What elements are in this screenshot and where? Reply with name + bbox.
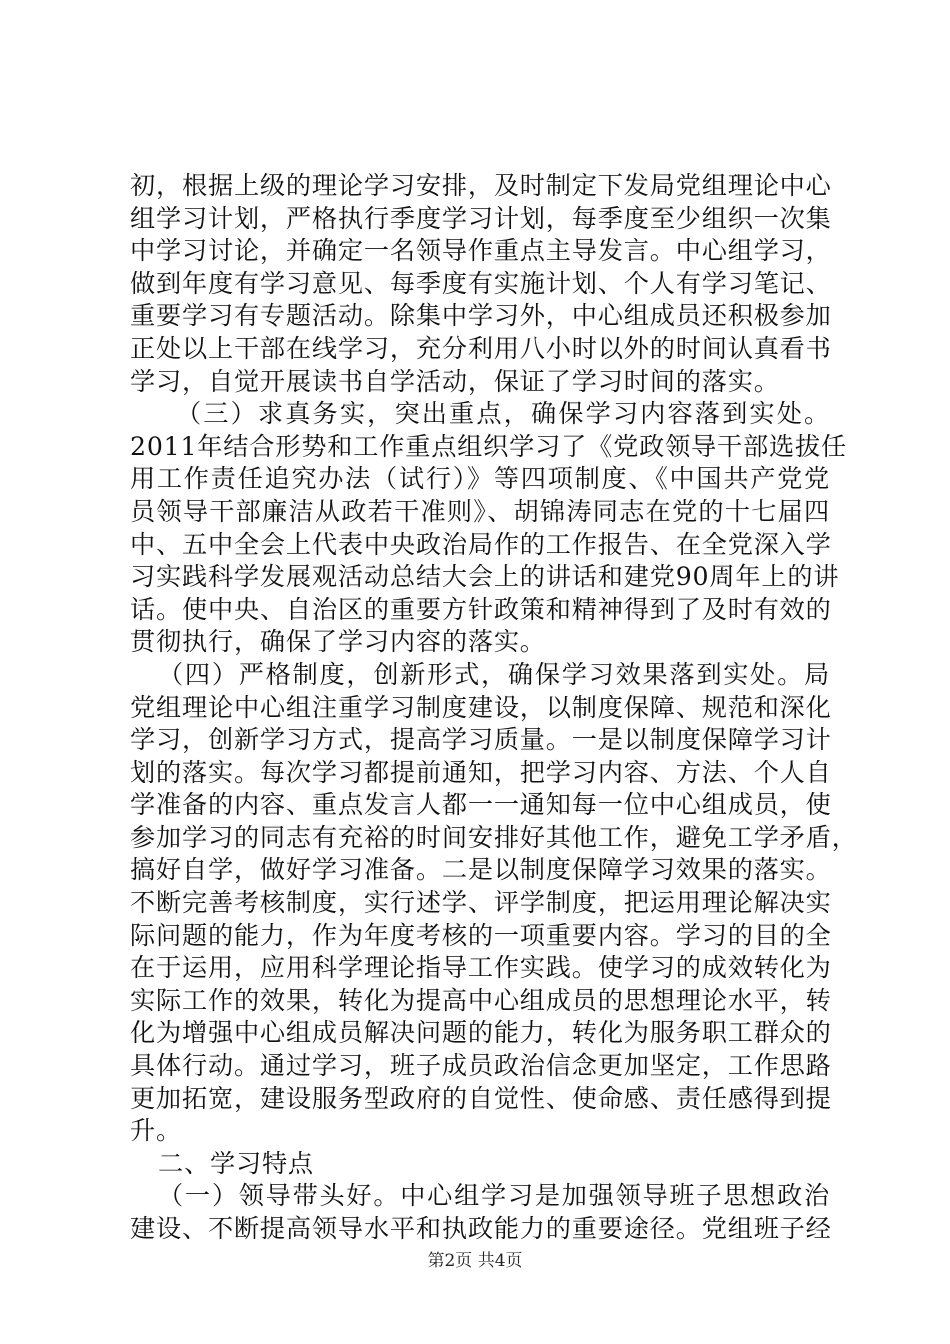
text-line: 2011年结合形势和工作重点组织学习了《党政领导干部选拔任 bbox=[130, 431, 847, 461]
text-line: 学习，创新学习方式，提高学习质量。一是以制度保障学习计 bbox=[130, 725, 832, 755]
text-line: 正处以上干部在线学习，充分利用八小时以外的时间认真看书 bbox=[130, 333, 832, 363]
text-line: 更加拓宽，建设服务型政府的自觉性、使命感、责任感得到提 bbox=[130, 1083, 832, 1113]
text-line: 中学习讨论，并确定一名领导作重点主导发言。中心组学习， bbox=[130, 236, 832, 266]
text-line: 做到年度有学习意见、每季度有实施计划、个人有学习笔记、 bbox=[130, 268, 832, 298]
text-line: 升。 bbox=[130, 1116, 182, 1146]
text-line: 搞好自学，做好学习准备。二是以制度保障学习效果的落实。 bbox=[130, 855, 832, 885]
text-line: 习实践科学发展观活动总结大会上的讲话和建党90周年上的讲 bbox=[130, 562, 840, 592]
text-line: 学习，自觉开展读书自学活动，保证了学习时间的落实。 bbox=[130, 366, 780, 396]
text-line: 参加学习的同志有充裕的时间安排好其他工作，避免工学矛盾， bbox=[130, 822, 858, 852]
text-line: 贯彻执行，确保了学习内容的落实。 bbox=[130, 627, 546, 657]
text-line: 具体行动。通过学习，班子成员政治信念更加坚定，工作思路 bbox=[130, 1051, 832, 1081]
text-line: 实际工作的效果，转化为提高中心组成员的思想理论水平，转 bbox=[130, 985, 832, 1015]
text-line: 不断完善考核制度，实行述学、评学制度，把运用理论解决实 bbox=[130, 888, 832, 918]
text-line: 划的落实。每次学习都提前通知，把学习内容、方法、个人自 bbox=[130, 757, 832, 787]
text-line: 在于运用，应用科学理论指导工作实践。使学习的成效转化为 bbox=[130, 953, 832, 983]
text-line: 党组理论中心组注重学习制度建设，以制度保障、规范和深化 bbox=[130, 692, 832, 722]
text-line: 用工作责任追究办法（试行）》等四项制度、《中国共产党党 bbox=[130, 464, 830, 494]
page-footer: 第2页 共4页 bbox=[427, 1251, 523, 1271]
text-line: （三）求真务实，突出重点，确保学习内容落到实处。 bbox=[176, 399, 830, 429]
text-line: 二、学习特点 bbox=[158, 1148, 314, 1178]
text-line: 际问题的能力，作为年度考核的一项重要内容。学习的目的全 bbox=[130, 920, 832, 950]
text-line: 化为增强中心组成员解决问题的能力，转化为服务职工群众的 bbox=[130, 1018, 832, 1048]
text-line: 学准备的内容、重点发言人都一一通知每一位中心组成员，使 bbox=[130, 790, 832, 820]
text-line: 组学习计划，严格执行季度学习计划，每季度至少组织一次集 bbox=[130, 203, 832, 233]
text-line: 中、五中全会上代表中央政治局作的工作报告、在全党深入学 bbox=[130, 529, 832, 559]
text-line: 话。使中央、自治区的重要方针政策和精神得到了及时有效的 bbox=[130, 594, 832, 624]
text-line: 建设、不断提高领导水平和执政能力的重要途径。党组班子经 bbox=[130, 1214, 832, 1243]
text-line: （四）严格制度，创新形式，确保学习效果落到实处。局 bbox=[158, 659, 830, 689]
document-body bbox=[130, 170, 858, 1246]
text-line: （一）领导带头好。中心组学习是加强领导班子思想政治 bbox=[158, 1181, 830, 1211]
text-line: 初，根据上级的理论学习安排，及时制定下发局党组理论中心 bbox=[130, 171, 832, 200]
text-line: 员领导干部廉洁从政若干准则》、胡锦涛同志在党的十七届四 bbox=[130, 496, 830, 526]
text-line: 重要学习有专题活动。除集中学习外，中心组成员还积极参加 bbox=[130, 301, 832, 331]
